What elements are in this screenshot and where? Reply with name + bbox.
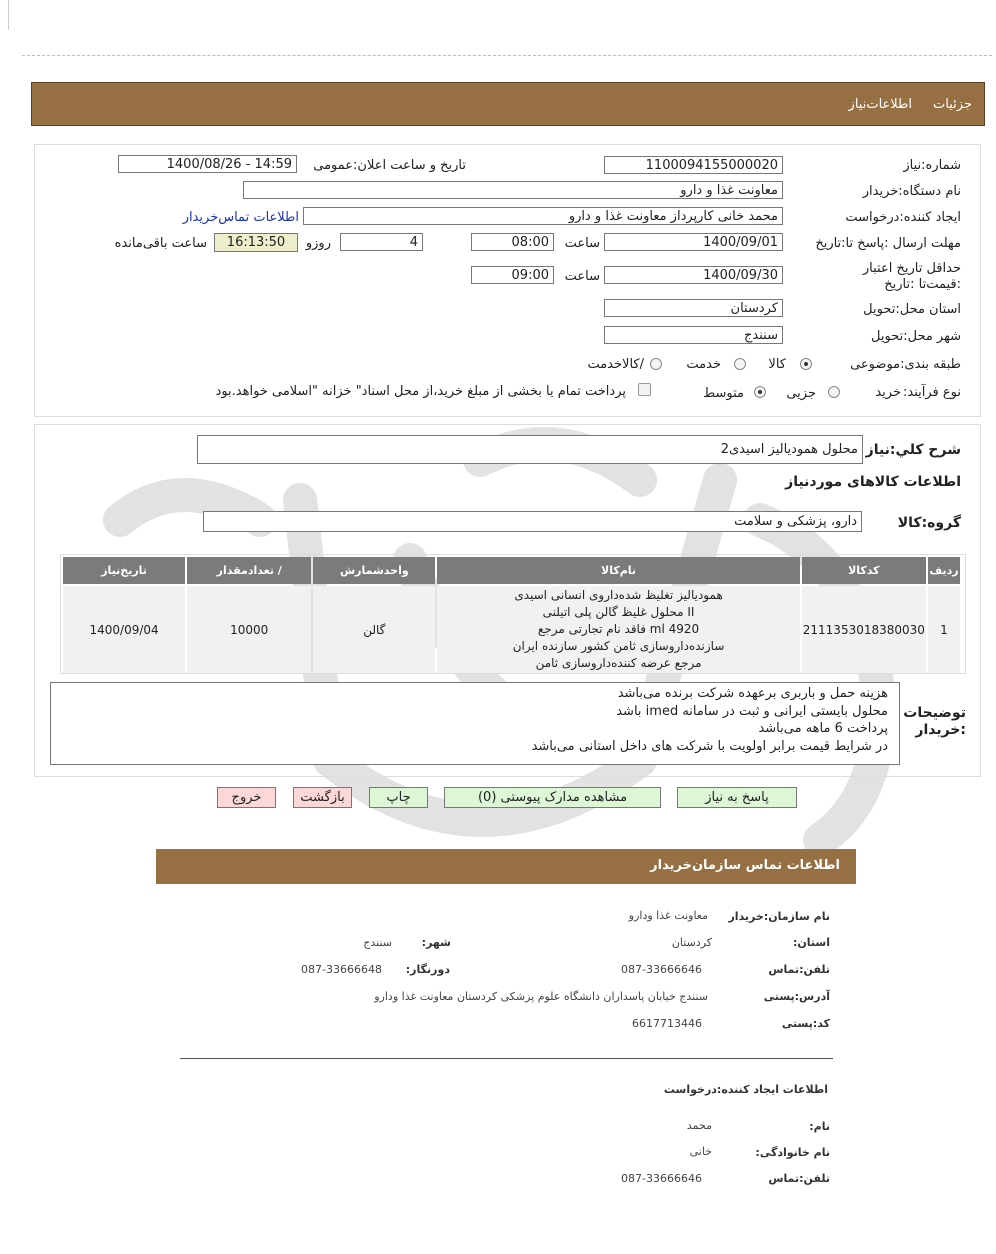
contact-postal-label: کد:پستی (781, 1017, 830, 1030)
treasury-checkbox[interactable] (638, 383, 651, 396)
remaining-label: ساعت باقی‌مانده (114, 236, 207, 251)
contact-fax-value: 087-33666648 (301, 963, 382, 976)
attachments-button[interactable]: مشاهده مدارک پیوستی (0) (444, 787, 661, 808)
process-medium-radio[interactable] (754, 386, 766, 398)
contact-province-label: استان: (793, 936, 830, 949)
announce-label: تاریخ و ساعت اعلان:عمومی (313, 158, 466, 173)
cell-unit: گالن (313, 586, 435, 673)
validity-time-field: 09:00 (471, 266, 554, 284)
exit-button[interactable]: خروج (217, 787, 276, 808)
cell-name (437, 586, 799, 673)
cell-name-line: II محلول غلیظ گالن پلی اتیلنی (542, 605, 695, 619)
summary-field: محلول همودیالیز اسیدی2 (197, 435, 863, 464)
buyer-notes-box (50, 682, 900, 765)
contact-fax-label: دورنگار: (405, 963, 450, 976)
process-medium-label: متوسط (703, 386, 744, 401)
validity-hour-label: ساعت (564, 269, 600, 284)
days-label: روزو (305, 236, 331, 251)
province-label: استان محل:تحویل (863, 302, 961, 317)
days-field: 4 (340, 233, 423, 251)
city-label: شهر محل:تحویل (871, 329, 961, 344)
col-header-code: کدکالا (802, 557, 926, 584)
cell-name-line: سازنده‌داروسازی ثامن کشور سازنده ایران (512, 639, 725, 653)
goods-table (61, 555, 962, 675)
validity-date-field: 1400/09/30 (604, 266, 783, 284)
contact-address-value: سنندج خیابان پاسداران دانشگاه علوم پزشکی کردستان معاونت غذا ودارو (374, 990, 708, 1003)
note-line: در شرایط قیمت برابر اولویت با شرکت های داخل استانی می‌باشد (531, 738, 888, 754)
city-field: سنندج (604, 326, 783, 344)
contact-phone-value: 087-33666646 (621, 963, 702, 976)
col-header-row: ردیف (928, 557, 960, 584)
buyer-org-field: معاونت غذا و دارو (243, 181, 783, 199)
top-divider (22, 55, 992, 56)
creator-label: ایجاد کننده:درخواست (845, 210, 961, 225)
cell-code: 2111353018380030 (802, 586, 926, 673)
cell-name-line: مرجع عرضه کننده‌داروسازی ثامن (535, 656, 702, 670)
cell-qty: 10000 (187, 586, 311, 673)
category-goods-radio[interactable] (800, 358, 812, 370)
process-label: نوع فرآیند: (903, 385, 961, 400)
col-header-name: نام‌کالا (437, 557, 799, 584)
contact-province-value: کردستان (671, 936, 712, 949)
col-header-qty: / تعدادمقدار (187, 557, 311, 584)
goods-group-field: دارو، پزشکی و سلامت (203, 511, 862, 532)
province-field: کردستان (604, 299, 783, 317)
left-edge-line (8, 0, 9, 30)
contact-city-value: سنندج (363, 936, 392, 949)
need-number-label: شماره:نیاز (903, 158, 961, 173)
col-header-unit: واحدشمارش (313, 557, 435, 584)
validity-label: حداقل تاریخ اعتبار :قیمت‌تا :تاریخ (862, 261, 961, 292)
buyer-contact-link[interactable]: اطلاعات تماس‌خریدار (182, 210, 299, 225)
buyer-notes-label: توضیحات :خریدار (903, 705, 966, 738)
note-line: پرداخت 6 ماهه می‌باشد (758, 721, 888, 736)
print-button[interactable]: چاپ (369, 787, 428, 808)
creator-phone-label: تلفن:تماس (768, 1172, 830, 1185)
category-both-radio[interactable] (650, 358, 662, 370)
tab-details[interactable]: جزئیات (933, 97, 972, 112)
creator-first-name-label: نام: (809, 1120, 830, 1133)
cell-row: 1 (928, 586, 960, 673)
process-buy-label: خرید (875, 385, 901, 400)
goods-group-label: گروه:کالا (897, 515, 961, 531)
contact-phone-label: تلفن:تماس (768, 963, 830, 976)
category-service-label: خدمت (686, 357, 721, 372)
contact-title: اطلاعات تماس سازمان‌خریدار (650, 858, 840, 873)
category-label: طبقه بندی:موضوعی (850, 357, 961, 372)
reply-button[interactable]: پاسخ به نیاز (677, 787, 797, 808)
cell-date: 1400/09/04 (63, 586, 185, 673)
col-header-date: تاریخ‌نیاز (63, 557, 185, 584)
buyer-org-label: نام دستگاه:خریدار (862, 184, 961, 199)
table-row (63, 586, 960, 673)
category-goods-label: کالا (768, 357, 786, 372)
creator-last-name-label: نام خانوادگی: (755, 1146, 830, 1159)
summary-label: شرح کلي:نیاز (865, 442, 961, 458)
goods-info-title: اطلاعات کالاهای موردنیاز (785, 474, 961, 490)
creator-info-title: اطلاعات ایجاد کننده:درخواست (663, 1083, 828, 1096)
process-minor-label: جزیی (786, 386, 816, 401)
note-line: هزینه حمل و باربری برعهده شرکت برنده می‌باشد (617, 686, 888, 701)
contact-postal-value: 6617713446 (632, 1017, 702, 1030)
remaining-time-field: 16:13:50 (214, 233, 298, 252)
deadline-date-field: 1400/09/01 (604, 233, 783, 251)
deadline-hour-label: ساعت (564, 236, 600, 251)
deadline-time-field: 08:00 (471, 233, 554, 251)
creator-phone-value: 087-33666646 (621, 1172, 702, 1185)
deadline-label: مهلت ارسال :پاسخ تا:تاریخ (815, 236, 961, 251)
contact-org-value: معاونت غذا ودارو (628, 909, 708, 922)
cell-name-line: همودیالیز تغلیظ شده‌داروی انسانی اسیدی (514, 588, 723, 602)
tab-need-info[interactable]: اطلاعات‌نیاز (848, 97, 912, 112)
treasury-note: پرداخت تمام یا بخشی از مبلغ خرید،از محل اسناد" خزانه "اسلامی خواهد.بود (215, 384, 626, 399)
contact-org-label: نام سازمان:خریدار (728, 910, 830, 923)
cell-name-line: 4920 ml فاقد نام تجارتی مرجع (537, 622, 700, 636)
contact-address-label: آدرس:پستی (763, 990, 830, 1003)
announce-field: 1400/08/26 - 14:59 (118, 155, 297, 173)
contact-divider (180, 1058, 833, 1059)
process-minor-radio[interactable] (828, 386, 840, 398)
category-service-radio[interactable] (734, 358, 746, 370)
contact-title-bar (156, 849, 856, 884)
back-button[interactable]: بازگشت (293, 787, 352, 808)
note-line: محلول بایستی ایرانی و ثبت در سامانه imed باشد (616, 703, 888, 719)
category-both-label: /کالاخدمت (587, 357, 644, 372)
creator-field: محمد خانی کارپرداز معاونت غذا و دارو (303, 207, 783, 225)
header-bar (31, 82, 985, 126)
need-number-field: 1100094155000020 (604, 156, 783, 174)
contact-city-label: شهر: (421, 936, 451, 949)
creator-last-name-value: خانی (689, 1145, 712, 1158)
creator-first-name-value: محمد (686, 1119, 712, 1132)
